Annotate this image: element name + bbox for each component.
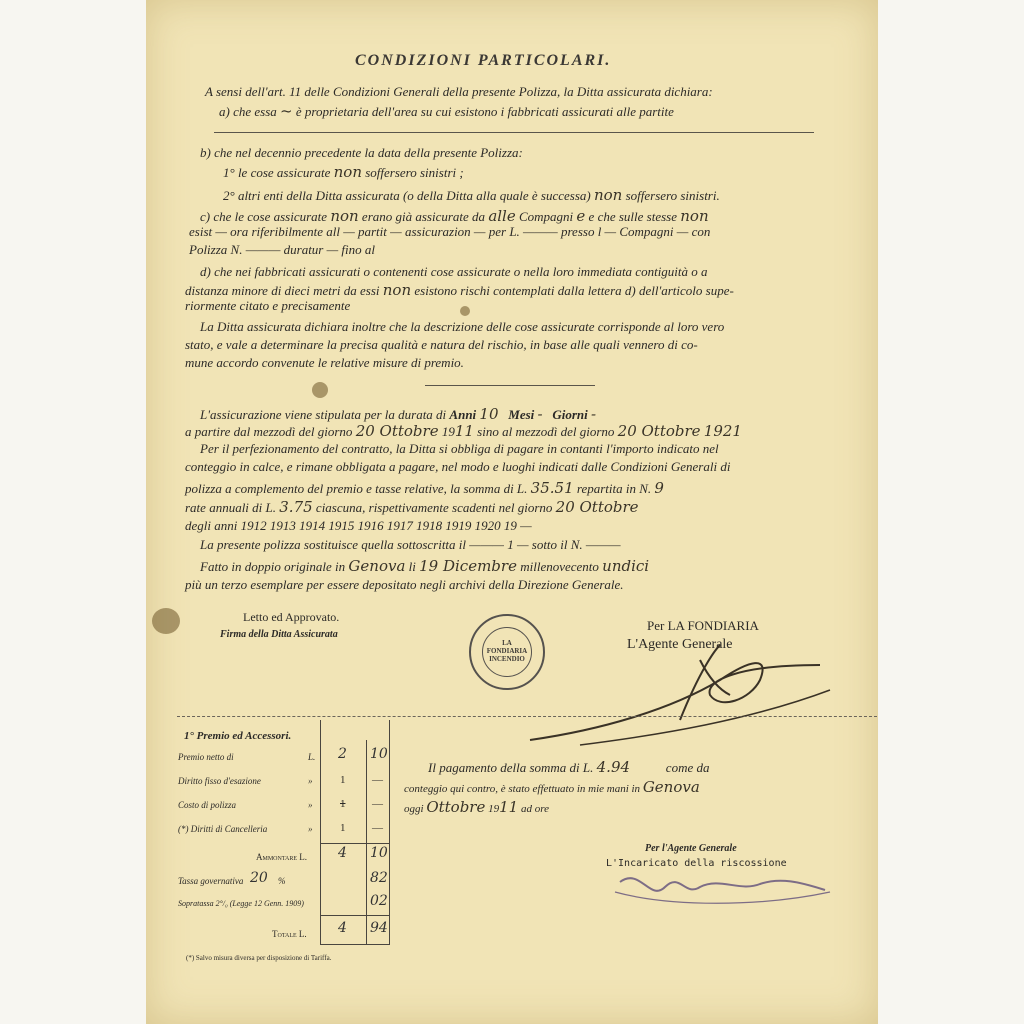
fondiaria-stamp: LA FONDIARIA INCENDIO	[469, 614, 545, 690]
pagamento-line3: oggi Ottobre 1911 ad ore	[404, 798, 549, 816]
ditta-text: La Ditta assicurata dichiara inoltre che la descrizione delle cose assicurate corrisponde al loro vero	[200, 319, 725, 334]
firma-ditta-label: Firma della Ditta Assicurata	[220, 629, 338, 640]
clause-b: b) che nel decennio precedente la data della presente Polizza:	[200, 145, 523, 160]
table-border	[320, 915, 390, 916]
premio-row-cent: —	[372, 774, 383, 786]
section-divider	[425, 385, 595, 386]
ditta-text: mune accordo convenute le relative misure di premio.	[185, 355, 464, 370]
premio-row-label: Costo di polizza	[178, 800, 237, 810]
collector-signature	[610, 862, 840, 912]
tassa-cent: 82	[370, 870, 388, 886]
table-border	[320, 843, 390, 844]
table-border	[389, 720, 390, 945]
ammontare-cent: 10	[370, 845, 388, 861]
premio-row-unit: »	[308, 776, 313, 786]
agent-signature	[520, 640, 840, 750]
table-border	[320, 944, 390, 945]
per-agente-label: Per l'Agente Generale	[645, 843, 737, 854]
tassa-unit: %	[278, 876, 286, 886]
clause-a: a) che essa ~ è proprietaria dell'area su cui esistono i fabbricati assicurati alle partite	[219, 102, 674, 120]
premio-row-lire: 1	[340, 822, 346, 834]
pagamento-line: Il pagamento della somma di L. 4.94 come da	[428, 758, 710, 776]
premio-row-cent: —	[372, 798, 383, 810]
totale-label: Totale L.	[272, 929, 307, 939]
perf-somma: polizza a complemento del premio e tasse relative, la somma di L. 35.51 repartita in N. 9	[185, 479, 664, 497]
premio-heading: 1° Premio ed Accessori.	[184, 730, 292, 742]
clause-b1: 1° le cose assicurate non soffersero sinistri ;	[223, 163, 464, 181]
perf-text: conteggio in calce, e rimane obbligata a pagare, nel modo e luoghi indicati dalle Condizioni Generali di	[185, 459, 731, 474]
premio-row-label: Premio netto di	[178, 752, 234, 762]
ammontare-lire: 4	[338, 845, 347, 861]
perf-anni: degli anni 1912 1913 1914 1915 1916 1917 1918 1919 1920 19 —	[185, 518, 532, 533]
clause-d: d) che nei fabbricati assicurati o contenenti cose assicurate o nella loro immediata contiguità o a	[200, 264, 708, 279]
agente-generale: L'Agente Generale	[627, 637, 733, 652]
terzo-line: più un terzo esemplare per essere depositato negli archivi della Direzione Generale.	[185, 577, 624, 592]
cut-line	[177, 716, 877, 717]
premio-row-label: Diritto fisso d'esazione	[178, 776, 261, 786]
premio-row-cent: 10	[370, 746, 388, 762]
divider	[214, 132, 814, 133]
premio-row-lire: 1	[340, 798, 346, 810]
totale-lire: 4	[338, 920, 347, 936]
ditta-text: stato, e vale a determinare la precisa qualità e natura del rischio, in base alle quali vennero di co-	[185, 337, 698, 352]
ink-stain	[460, 306, 470, 316]
page-title: CONDIZIONI PARTICOLARI.	[355, 52, 612, 69]
clause-d-line2: distanza minore di dieci metri da essi non esistono rischi contemplati dalla lettera d) dell'articolo supe-	[185, 281, 734, 299]
premio-row-lire: 1	[340, 774, 346, 786]
clause-b2: 2° altri enti della Ditta assicurata (o della Ditta alla quale è successa) non soffersero sinistri.	[223, 186, 720, 204]
clause-c-line3: Polizza N. ——— duratur — fino al	[189, 242, 376, 257]
clause-c: c) che le cose assicurate non erano già assicurate da alle Compagni e e che sulle stesse non	[200, 207, 709, 225]
fatto-line: Fatto in doppio originale in Genova li 19 Dicembre millenovecento undici	[200, 557, 650, 575]
premio-row-lire: 2	[338, 746, 347, 762]
incaricato-label: L'Incaricato della riscossione	[606, 858, 787, 869]
pagamento-line2: conteggio qui contro, è stato effettuato in mie mani in Genova	[404, 778, 700, 796]
letto-approvato: Letto ed Approvato.	[243, 610, 340, 624]
handwritten-fill: ~	[280, 102, 293, 120]
per-fondiaria: Per LA FONDIARIA	[647, 618, 759, 633]
premio-row-cent: —	[372, 822, 383, 834]
perf-rate: rate annuali di L. 3.75 ciascuna, rispettivamente scadenti nel giorno 20 Ottobre	[185, 498, 639, 516]
perf-text: Per il perfezionamento del contratto, la Ditta si obbliga di pagare in contanti l'importo indicato nel	[200, 441, 719, 456]
intro-text: A sensi dell'art. 11 delle Condizioni Generali della presente Polizza, la Ditta assicurata dichiara:	[205, 84, 713, 99]
premio-row-unit: L.	[308, 752, 316, 762]
totale-cent: 94	[370, 920, 388, 936]
ammontare-label: Ammontare L.	[256, 852, 308, 862]
premio-row-unit: »	[308, 800, 313, 810]
clause-d-line3: riormente citato e precisamente	[185, 298, 351, 313]
ink-stain	[312, 382, 328, 398]
sopratassa-cent: 02	[370, 893, 388, 909]
durata-line: L'assicurazione viene stipulata per la durata di Anni 10 Mesi - Giorni -	[200, 405, 597, 423]
partire-line: a partire dal mezzodì del giorno 20 Ottobre 1911 sino al mezzodì del giorno 20 Ottobre 1921	[185, 422, 742, 440]
tassa-label: Tassa governativa	[178, 876, 244, 886]
footnote: (*) Salvo misura diversa per disposizione di Tariffa.	[186, 954, 332, 962]
ink-stain	[152, 608, 180, 634]
clause-c-line2: esist — ora riferibilmente all — partit — assicurazion — per L. ——— presso l — Compagni — con	[189, 224, 711, 239]
premio-row-unit: »	[308, 824, 313, 834]
sostituisce-line: La presente polizza sostituisce quella sottoscritta il ——— 1 — sotto il N. ———	[200, 537, 621, 552]
sopratassa-label: Sopratassa 2°/₀ (Legge 12 Genn. 1909)	[178, 899, 304, 908]
premio-row-label: (*) Diritti di Cancelleria	[178, 824, 268, 834]
table-border	[320, 720, 321, 945]
tassa-pct: 20	[250, 870, 268, 886]
